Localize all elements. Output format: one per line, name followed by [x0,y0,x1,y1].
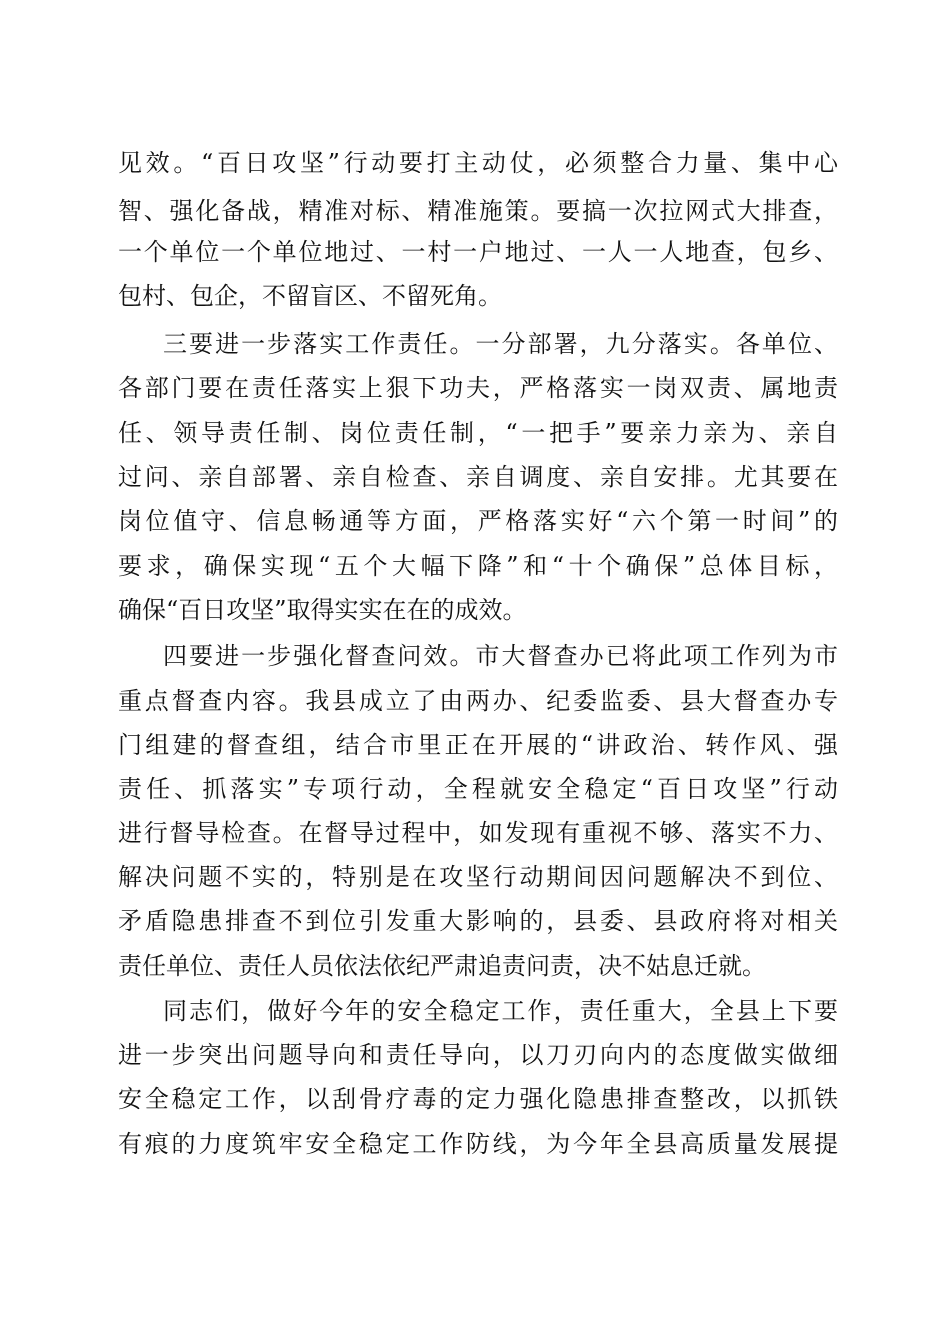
paragraph-line: 门组建的督查组，结合市里正在开展的“讲政治、转作风、强 [118,731,838,759]
paragraph-line: 过问、亲自部署、亲自检查、亲自调度、亲自安排。尤其要在 [118,463,838,491]
paragraph-line: 矛盾隐患排查不到位引发重大影响的，县委、县政府将对相关 [118,907,838,935]
paragraph-line: 确保“百日攻坚”取得实实在在的成效。 [118,596,527,624]
paragraph-line: 责任单位、责任人员依法依纪严肃追责问责，决不姑息迁就。 [118,952,766,980]
paragraph-line: 包村、包企，不留盲区、不留死角。 [118,282,502,310]
paragraph-line: 岗位值守、信息畅通等方面，严格落实好“六个第一时间”的 [118,507,838,535]
paragraph-line: 进行督导检查。在督导过程中，如发现有重视不够、落实不力、 [118,819,838,847]
paragraph-line: 三要进一步落实工作责任。一分部署，九分落实。各单位、 [163,330,838,358]
paragraph-line: 进一步突出问题导向和责任导向，以刀刃向内的态度做实做细 [118,1041,838,1069]
paragraph-line: 要求，确保实现“五个大幅下降”和“十个确保”总体目标， [118,552,838,580]
paragraph-line: 解决问题不实的，特别是在攻坚行动期间因问题解决不到位、 [118,863,838,891]
paragraph-line: 有痕的力度筑牢安全稳定工作防线，为今年全县高质量发展提 [118,1130,838,1158]
paragraph-line: 见效。“百日攻坚”行动要打主动仗，必须整合力量、集中心 [118,149,838,177]
paragraph-line: 重点督查内容。我县成立了由两办、纪委监委、县大督查办专 [118,687,838,715]
paragraph-line: 一个单位一个单位地过、一村一户地过、一人一人地查，包乡、 [118,238,838,266]
paragraph-line: 安全稳定工作，以刮骨疗毒的定力强化隐患排查整改，以抓铁 [118,1085,838,1113]
paragraph-line: 智、强化备战，精准对标、精准施策。要搞一次拉网式大排查， [118,197,838,225]
paragraph-line: 各部门要在责任落实上狠下功夫，严格落实一岗双责、属地责 [118,374,838,402]
paragraph-line: 任、领导责任制、岗位责任制，“一把手”要亲力亲为、亲自 [118,419,838,447]
paragraph-line: 同志们，做好今年的安全稳定工作，责任重大，全县上下要 [163,997,838,1025]
paragraph-line: 责任、抓落实”专项行动，全程就安全稳定“百日攻坚”行动 [118,775,838,803]
paragraph-line: 四要进一步强化督查问效。市大督查办已将此项工作列为市 [163,642,838,670]
